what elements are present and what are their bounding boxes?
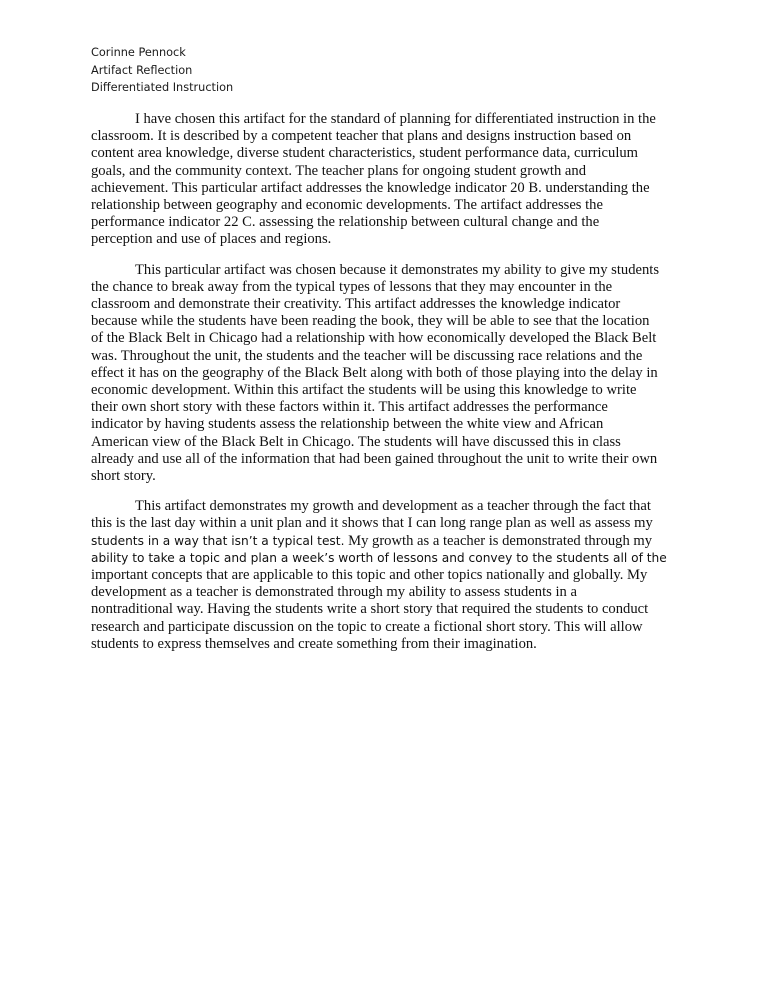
document-topic: Differentiated Instruction — [91, 81, 234, 94]
paragraph-line: This particular artifact was chosen because it demonstrates my ability to give my students — [135, 261, 660, 278]
paragraph-line-segment: students in a way that isn’t a typical test. — [91, 533, 345, 548]
paragraph-line: development as a teacher is demonstrated through my ability to assess students in a — [91, 584, 577, 601]
paragraph-line: indicator by having students assess the relationship between the white view and African — [91, 416, 604, 433]
paragraph-line-segment: My growth as a teacher is demonstrated through my — [344, 532, 653, 549]
paragraph-line: economic development. Within this artifact the students will be using this knowledge to write — [91, 382, 637, 399]
paragraph-line: nontraditional way. Having the students write a short story that required the students to conduct — [91, 601, 649, 618]
paragraph-line: because while the students have been reading the book, they will be able to see that the location — [91, 313, 650, 330]
paragraph-line: short story. — [91, 468, 156, 485]
author-name: Corinne Pennock — [91, 46, 186, 59]
paragraph-line: already and use all of the information that had been gained throughout the unit to write their own — [91, 450, 658, 467]
document-header — [91, 44, 233, 97]
paragraph-line: this is the last day within a unit plan and it shows that I can long range plan as well as assess my — [91, 515, 653, 532]
paragraph-line: the chance to break away from the typical types of lessons that they may encounter in the — [91, 278, 613, 295]
paragraph-line: classroom. It is described by a competent teacher that plans and designs instruction based on — [91, 128, 632, 145]
paragraph-line: perception and use of places and regions. — [91, 231, 332, 248]
paragraph-line: achievement. This particular artifact addresses the knowledge indicator 20 B. understanding the — [91, 179, 650, 196]
paragraph-3 — [91, 498, 691, 653]
paragraph-line: their own short story with these factors within it. This artifact addresses the performance — [91, 399, 608, 416]
paragraph-line-mixed — [91, 533, 691, 550]
paragraph-line: effect it has on the geography of the Black Belt along with both of those playing into the delay in — [91, 364, 658, 381]
paragraph-line: This artifact demonstrates my growth and development as a teacher through the fact that — [135, 498, 651, 515]
paragraph-line: of the Black Belt in Chicago had a relationship with how economically developed the Black Belt — [91, 330, 657, 347]
paragraph-line: performance indicator 22 C. assessing the relationship between cultural change and the — [91, 214, 600, 231]
paragraph-1 — [91, 111, 691, 249]
paragraph-line: American view of the Black Belt in Chicago. The students will have discussed this in class — [91, 433, 621, 450]
paragraph-2 — [91, 262, 691, 486]
paragraph-line: goals, and the community context. The teacher plans for ongoing student growth and — [91, 162, 586, 179]
paragraph-line: research and participate discussion on the topic to create a fictional short story. This will allow — [91, 618, 643, 635]
paragraph-line: important concepts that are applicable to this topic and other topics nationally and globally. My — [91, 567, 648, 584]
paragraph-line: content area knowledge, diverse student characteristics, student performance data, curriculum — [91, 145, 639, 162]
paragraph-line: classroom and demonstrate their creativity. This artifact addresses the knowledge indicator — [91, 296, 621, 313]
document-body — [91, 111, 691, 666]
paragraph-line: was. Throughout the unit, the students and the teacher will be discussing race relations and the — [91, 347, 643, 364]
paragraph-line: I have chosen this artifact for the standard of planning for differentiated instruction in the — [135, 111, 656, 127]
paragraph-line: relationship between geography and economic developments. The artifact addresses the — [91, 197, 603, 214]
document-type: Artifact Reflection — [91, 63, 193, 77]
paragraph-line: students to express themselves and create something from their imagination. — [91, 635, 537, 652]
paragraph-line: ability to take a topic and plan a week’s worth of lessons and convey to the students all of the — [91, 550, 667, 565]
